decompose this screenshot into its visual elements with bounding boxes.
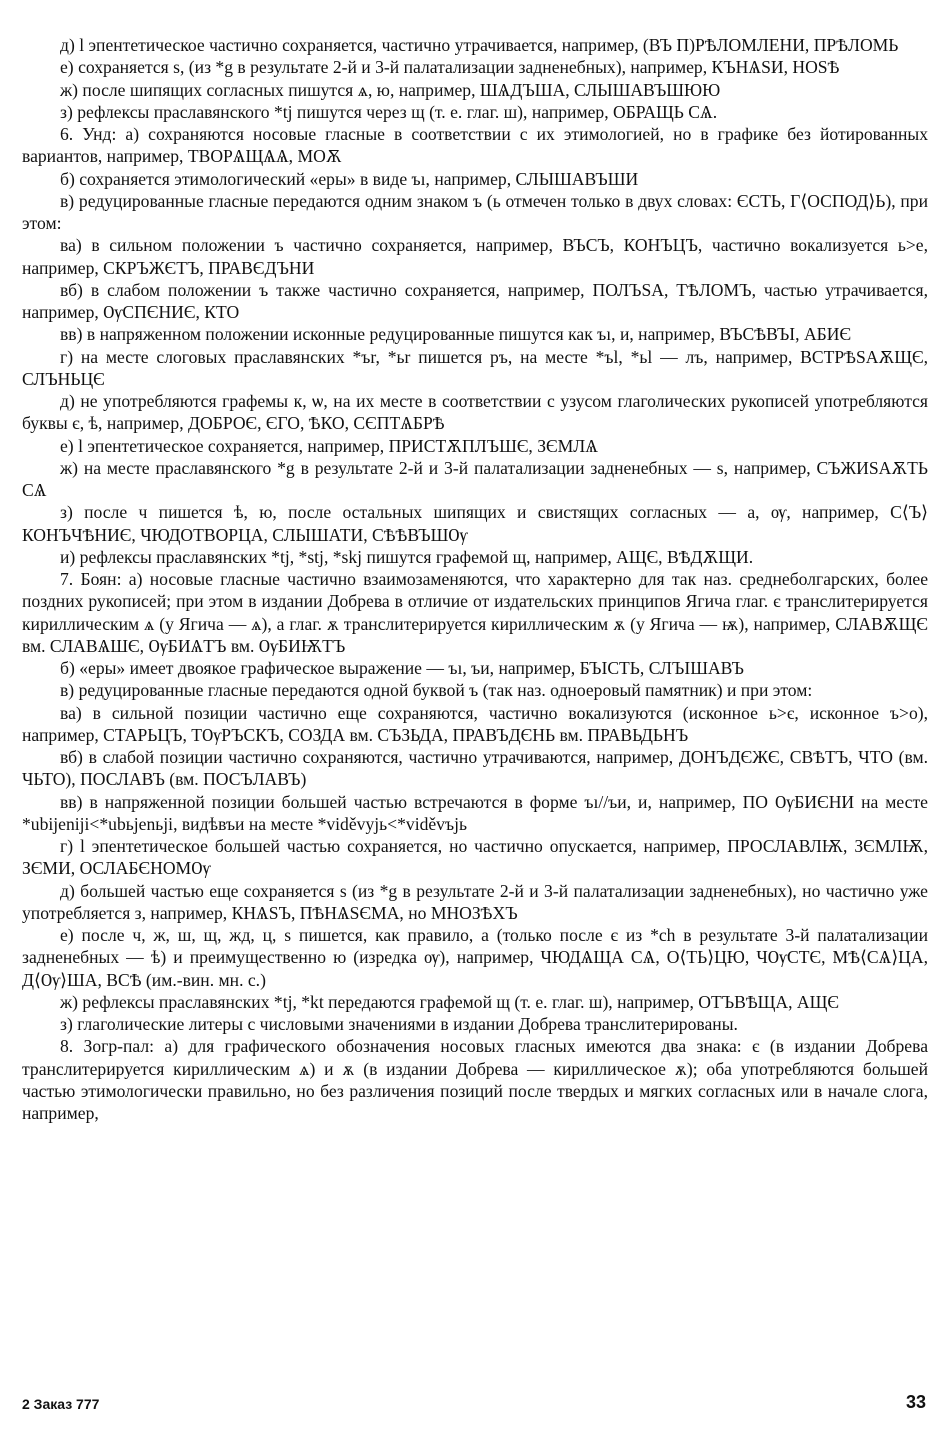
paragraph: в) редуцированные гласные передаются одним знаком ъ (ь отмечен только в двух словах: ЄСТЬ, Г⟨ОСПОД⟩Ь), при этом:	[22, 190, 928, 233]
paragraph: вв) в напряженном положении исконные редуцированные пишутся как ъı, и, например, ВЪСѢВЪI, АБИЄ	[60, 324, 852, 345]
page-footer	[22, 1392, 928, 1420]
paragraph: е) l эпентетическое сохраняется, например, ПРИСТѪПЛЪШЄ, ЗЄМЛѦ	[60, 435, 598, 456]
paragraph: г) l эпентетическое большей частью сохраняется, но частично опускается, например, ПРОСЛАВЛѬ, ЗЄМЛѬ, ЗЄМИ, ОСЛАБЄНОМѸ	[22, 836, 928, 879]
paragraph: д) большей частью еще сохраняется ѕ (из *g в результате 2-й и 3-й палатализации задненебных), но частично уже употребляется з, например, КНѦЅЪ, ПѢНѦЅЄМА, но МНОЗѢХЪ	[22, 880, 928, 923]
paragraph: б) «еры» имеет двоякое графическое выражение — ъı, ъи, например, БЪIСТЬ, СЛЪIШАВЪ	[60, 658, 744, 678]
paragraph: д) не употребляются графемы к, ѡ, на их месте в соответствии с узусом глаголических рукописей употребляются буквы є, ѣ, например, ДОБРОЄ, ЄГО, ѢКО, СЄПТѦБРѢ	[22, 391, 928, 434]
paragraph: г) на месте слоговых праславянских *ъr, *ьr пишется ръ, на месте *ъl, *ьl — лъ, например, ВСТРѢЅАѪЩЄ, СЛЪНЬЦЄ	[22, 346, 928, 389]
paragraph: ж) после шипящих согласных пишутся ѧ, ю, например, ШѦДЪША, СЛЫШАВЪШЮЮ	[60, 79, 721, 100]
paragraph: вб) в слабом положении ъ также частично сохраняется, например, ПОЛЪЅА, ТѢЛОМЪ, частью утрачивается, например, ѸСПЄНИЄ, КТО	[22, 279, 928, 322]
paragraph: е) после ч, ж, ш, щ, жд, ц, ѕ пишется, как правило, а (только после є из *ch в результате 3-й палатализации задненебных — ѣ) и преимущественно ю (изредка ѹ), например, ЧЮДѦЩА СѦ, О⟨ТЬ⟩ЦЮ, ЧѸСТЄ, МѢ⟨СѦ⟩ЦА, Д⟨Ѹ⟩ША, ВСѢ (им.-вин. мн. с.)	[22, 925, 928, 990]
paragraph: 6. Унд: а) сохраняются носовые гласные в соответствии с их этимологией, но в графике без йотированных вариантов, например, ТВОРѦЩѦѦ, МОѪ	[22, 124, 928, 167]
paragraph: е) сохраняется ѕ, (из *g в результате 2-й и 3-й палатализации задненебных), например, КЪНѦЅИ, НОЅѢ	[60, 57, 840, 78]
paragraph: з) после ч пишется ѣ, ю, после остальных шипящих и свистящих согласных — а, ѹ, например, С⟨Ъ⟩КОНЪЧѢНИЄ, ЧЮДОТВОРЦА, СЛЫШАТИ, СѢѢВЪШѸ	[22, 502, 928, 545]
paragraph: ва) в сильной позиции частично еще сохраняются, частично вокализуются (исконное ь>є, исконное ъ>о), например, СТАРЬЦЪ, ТѸРЪСКЪ, СОЗДА вм. СЪЗЬДА, ПРАВЪДЄНЬ вм. ПРАВЬДЬНЪ	[22, 702, 928, 745]
paragraph: 8. Зогр-пал: а) для графического обозначения носовых гласных имеются два знака: є (в издании Добрева транслитерируется кириллическим ѧ) и ѫ (в издании Добрева — кириллическое ѫ); оба употребляются большей частью этимологически правильно, но без различения позиций после твердых и мягких согласных или в начале слога, например,	[22, 1036, 928, 1123]
paragraph: ж) на месте праславянского *g в результате 2-й и 3-й палатализации задненебных — ѕ, например, СЪЖИЅАѪТЬ СѦ	[22, 457, 928, 500]
paragraph: з) глаголические литеры с числовыми значениями в издании Добрева транслитерированы.	[60, 1014, 738, 1034]
printer-signature: 2 Заказ 777	[22, 1396, 100, 1412]
paragraph: з) рефлексы праславянского *tj пишутся через щ (т. е. глаг. ш), например, ОБРАЩЬ СѦ.	[60, 101, 718, 122]
paragraph: 7. Боян: а) носовые гласные частично взаимозаменяются, что характерно для так наз. среднеболгарских, более поздних рукописей; при этом в издании Добрева в отличие от издательских принципов Ягича глаг. є транслитерируется кириллическим ѧ (у Ягича — ѧ), а глаг. ѫ транслитерируется кириллическим ѫ (у Ягича — ѭ), например, СЛАВѪЩЄ вм. СЛАВѦШЄ, ѸБИѦТЪ вм. ѸБИѬТЪ	[22, 569, 928, 656]
paragraph: ва) в сильном положении ъ частично сохраняется, например, ВЪСЪ, КОНЪЦЪ, частично вокализуется ь>е, например, СКРЪЖЄТЪ, ПРАВЄДЪНИ	[22, 235, 928, 278]
page-number: 33	[905, 1392, 926, 1412]
paragraph: в) редуцированные гласные передаются одной буквой ъ (так наз. одноеровый памятник) и при этом:	[60, 680, 813, 701]
page-body	[22, 34, 928, 1124]
paragraph: вб) в слабой позиции частично сохраняются, частично утрачиваются, например, ДОНЪДЄЖЄ, СВѢТЪ, ЧТО (вм. ЧЬТО), ПОСЛАВЪ (вм. ПОСЪЛАВЪ)	[22, 747, 928, 790]
paragraph: и) рефлексы праславянских *tj, *stj, *skj пишутся графемой щ, например, АЩЄ, ВѢДѪЩИ.	[60, 546, 754, 567]
paragraph: б) сохраняется этимологический «еры» в виде ъı, например, СЛЫШАВЪШИ	[60, 168, 639, 189]
paragraph: вв) в напряженной позиции большей частью встречаются в форме ъı//ъи, и, например, ПО ѸБИЄНИ на месте *ubijeniji<*ubьjenьji, видѣвъи на месте *viděvyjь<*viděvъjь	[22, 791, 928, 834]
paragraph: ж) рефлексы праславянских *tj, *kt передаются графемой щ (т. е. глаг. ш), например, ОТЪВѢЩА, АЩЄ	[60, 991, 839, 1012]
paragraph: д) l эпентетическое частично сохраняется, частично утрачивается, например, (ВЪ П)РѢЛОМЛЕНИ, ПРѢЛОМЬ	[60, 35, 899, 55]
